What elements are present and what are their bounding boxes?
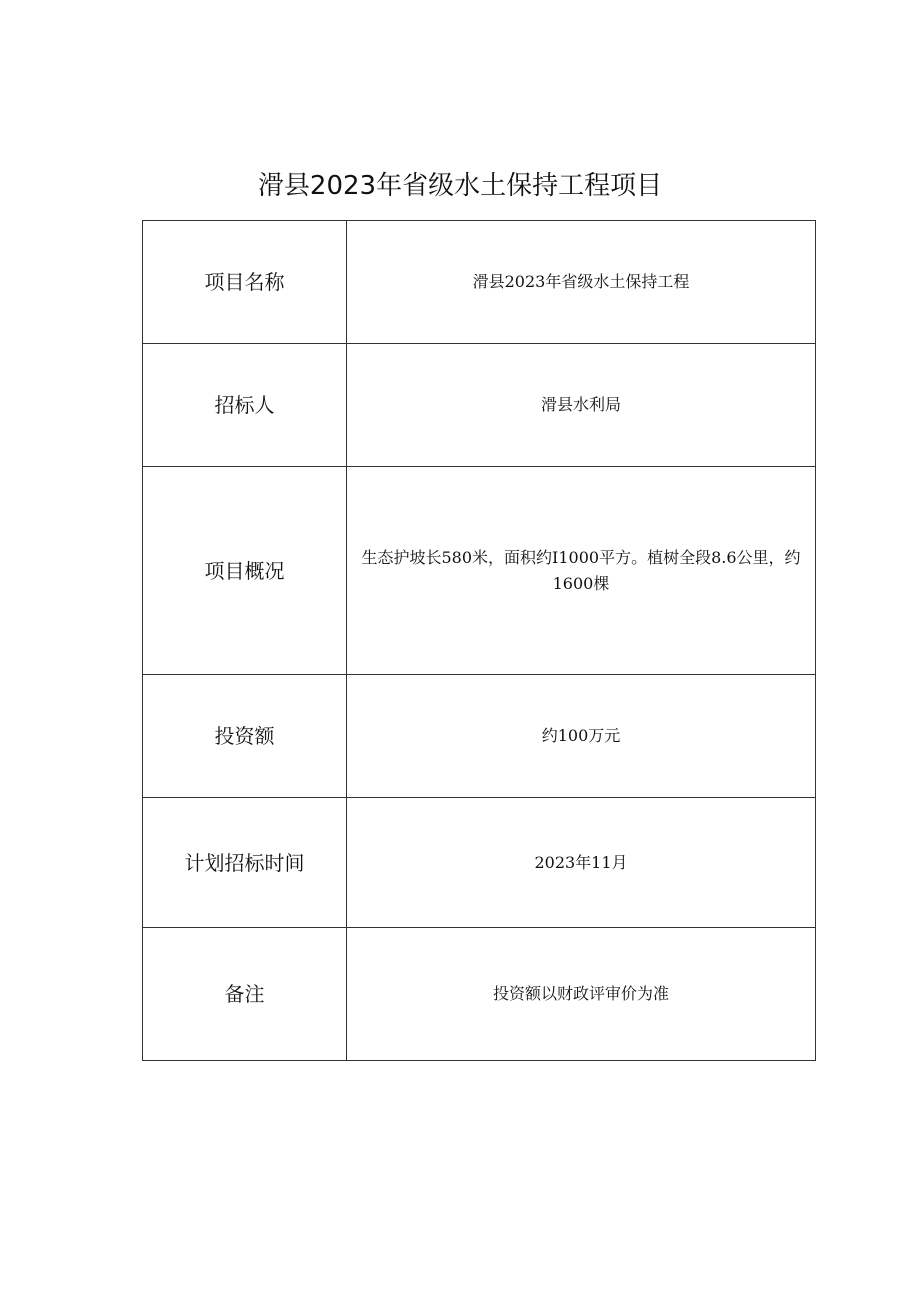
row-label: 项目概况 [204,558,285,583]
label-cell [143,675,347,798]
table-row-tender-time [143,798,816,928]
project-info-table [142,220,816,1061]
row-label: 项目名称 [204,270,285,294]
label-cell [143,221,347,344]
row-label: 备注 [224,982,265,1006]
table-row-project-name [143,221,816,344]
table-row-overview [143,467,816,675]
table-row-investment [143,675,816,798]
row-label: 投资额 [214,724,275,748]
label-cell [143,467,347,675]
row-value: 投资额以财政评审价为准 [492,984,669,1003]
row-value: 生态护坡长580米，面积约I1000平方。植树全段8.6公里，约1600棵 [361,547,801,593]
row-value: 滑县水利局 [540,395,621,414]
label-cell [143,798,347,928]
document-title: 滑县2023年省级水土保持工程项目 [257,171,663,201]
row-value: 2023年11月 [534,852,628,872]
row-value: 滑县2023年省级水土保持工程 [472,272,690,291]
label-cell [143,344,347,467]
table-row-remarks [143,928,816,1061]
row-value: 约100万元 [541,726,621,745]
row-label: 招标人 [214,393,275,417]
row-label: 计划招标时间 [184,850,305,875]
value-cell [347,928,816,1061]
table-row-tenderer [143,344,816,467]
value-cell [347,467,816,675]
value-cell [347,221,816,344]
value-cell [347,675,816,798]
label-cell [143,928,347,1061]
value-cell [347,344,816,467]
value-cell [347,798,816,928]
